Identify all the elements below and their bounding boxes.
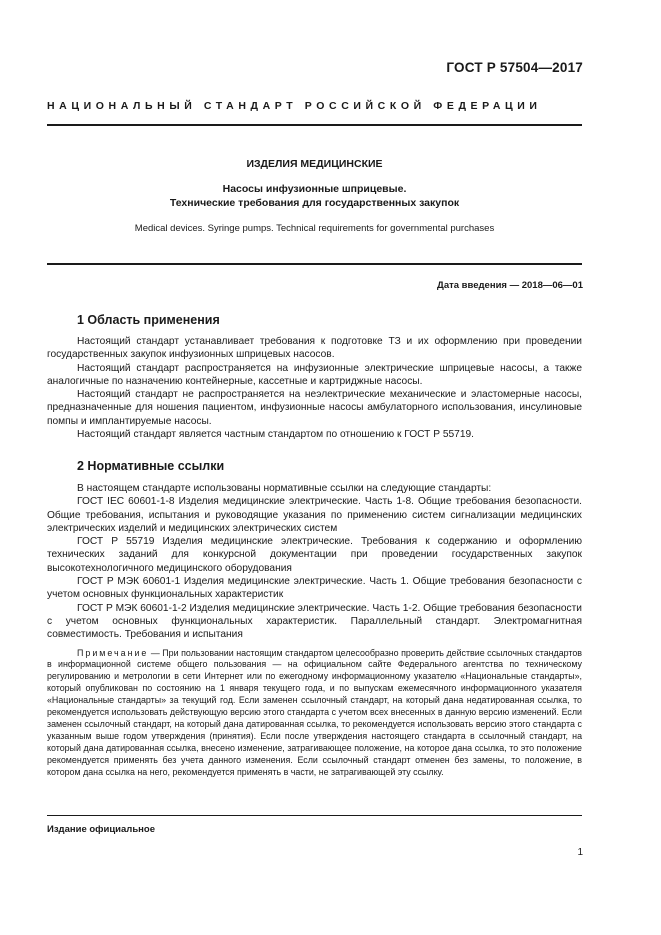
footer-divider xyxy=(47,815,582,816)
page-number: 1 xyxy=(577,847,583,858)
reference-item: ГОСТ Р МЭК 60601-1 Изделия медицинские электрические. Часть 1. Общие требования безопасности с учетом основных функциональных характеристик xyxy=(47,576,582,601)
middle-divider xyxy=(47,263,582,265)
paragraph: Настоящий стандарт является частным стандартом по отношению к ГОСТ Р 55719. xyxy=(77,429,475,441)
introduction-date: Дата введения — 2018—06—01 xyxy=(437,280,583,291)
reference-item: ГОСТ IEC 60601-1-8 Изделия медицинские электрические. Часть 1-8. Общие требования безопасности. Общие требования, испытания и руководящие указания по применению систем сигнализации медицинских электрических изделий и медицинских электрических систем xyxy=(47,496,582,534)
gost-code: ГОСТ Р 57504—2017 xyxy=(446,60,583,75)
note-paragraph xyxy=(47,648,582,779)
reference-item: ГОСТ Р 55719 Изделия медицинские электрические. Требования к содержанию и оформлению технических заданий для конкурсной документации при проведении государственных закупок высокотехнологичного медицинского оборудования xyxy=(47,536,582,574)
document-title: ИЗДЕЛИЯ МЕДИЦИНСКИЕ xyxy=(246,158,383,170)
subtitle-line-2: Технические требования для государственных закупок xyxy=(169,197,460,209)
english-title: Medical devices. Syringe pumps. Technical requirements for governmental purchases xyxy=(134,223,495,234)
paragraph: Настоящий стандарт распространяется на инфузионные электрические шприцевые насосы, а также аналогичные по назначению контейнерные, кассетные и картриджные насосы. xyxy=(47,362,582,387)
note-text: — При пользовании настоящим стандартом целесообразно проверить действие ссылочных стандартов в информационной системе общего пользования — на официальном сайте Федерального агентства по техническому регулированию и метрологии в сети Интернет или по ежегодному информационному указателю «Национальные стандарты», который опубликован по состоянию на 1 января текущего года, и по выпускам ежемесячного информационного указателя «Национальные стандарты» за текущий год. Если заменен ссылочный стандарт, на который дана недатированная ссылка, то рекомендуется использовать действующую версию этого стандарта с учетом всех внесенных в данную версию изменений. Если заменен ссылочный стандарт, на который дана датированная ссылка, то рекомендуется использовать версию этого стандарта с указанным выше годом утверждения (принятия). Если после утверждения настоящего стандарта в ссылочный стандарт, на который дана датированная ссылка, внесено изменение, затрагивающее положение, на которое дана ссылка, то это положение рекомендуется применять без учета данного изменения. Если ссылочный стандарт отменен без замены, то положение, в котором дана ссылка на него, рекомендуется применять в части, не затрагивающей эту ссылку. xyxy=(47,647,582,777)
paragraph: В настоящем стандарте использованы нормативные ссылки на следующие стандарты: xyxy=(77,483,492,494)
section-2-heading: 2 Нормативные ссылки xyxy=(77,459,225,473)
reference-item: ГОСТ Р МЭК 60601-1-2 Изделия медицинские электрические. Часть 1-2. Общие требования безопасности с учетом основных функциональных характеристик. Параллельный стандарт. Электромагнитная совместимость. Требования и испытания xyxy=(47,602,582,641)
national-standard-banner: НАЦИОНАЛЬНЫЙ СТАНДАРТ РОССИЙСКОЙ ФЕДЕРАЦИИ xyxy=(47,100,542,112)
official-edition-label: Издание официальное xyxy=(47,824,155,835)
note-label: Примечание xyxy=(77,647,149,658)
subtitle-line-1: Насосы инфузионные шприцевые. xyxy=(222,183,407,195)
paragraph: Настоящий стандарт не распространяется на неэлектрические механические и эластомерные насосы, предназначенные для ношения пациентом, инфузионные насосы амбулаторного использования, инсулиновые помпы и имплантируемые насосы. xyxy=(47,389,582,427)
paragraph: Настоящий стандарт устанавливает требования к подготовке ТЗ и их оформлению при проведении государственных закупок инфузионных шприцевых насосов. xyxy=(47,336,582,361)
section-2-body xyxy=(47,482,582,779)
section-1-heading: 1 Область применения xyxy=(77,313,220,327)
section-1-body xyxy=(47,335,582,441)
document-subtitle xyxy=(47,182,582,210)
top-divider xyxy=(47,124,582,126)
